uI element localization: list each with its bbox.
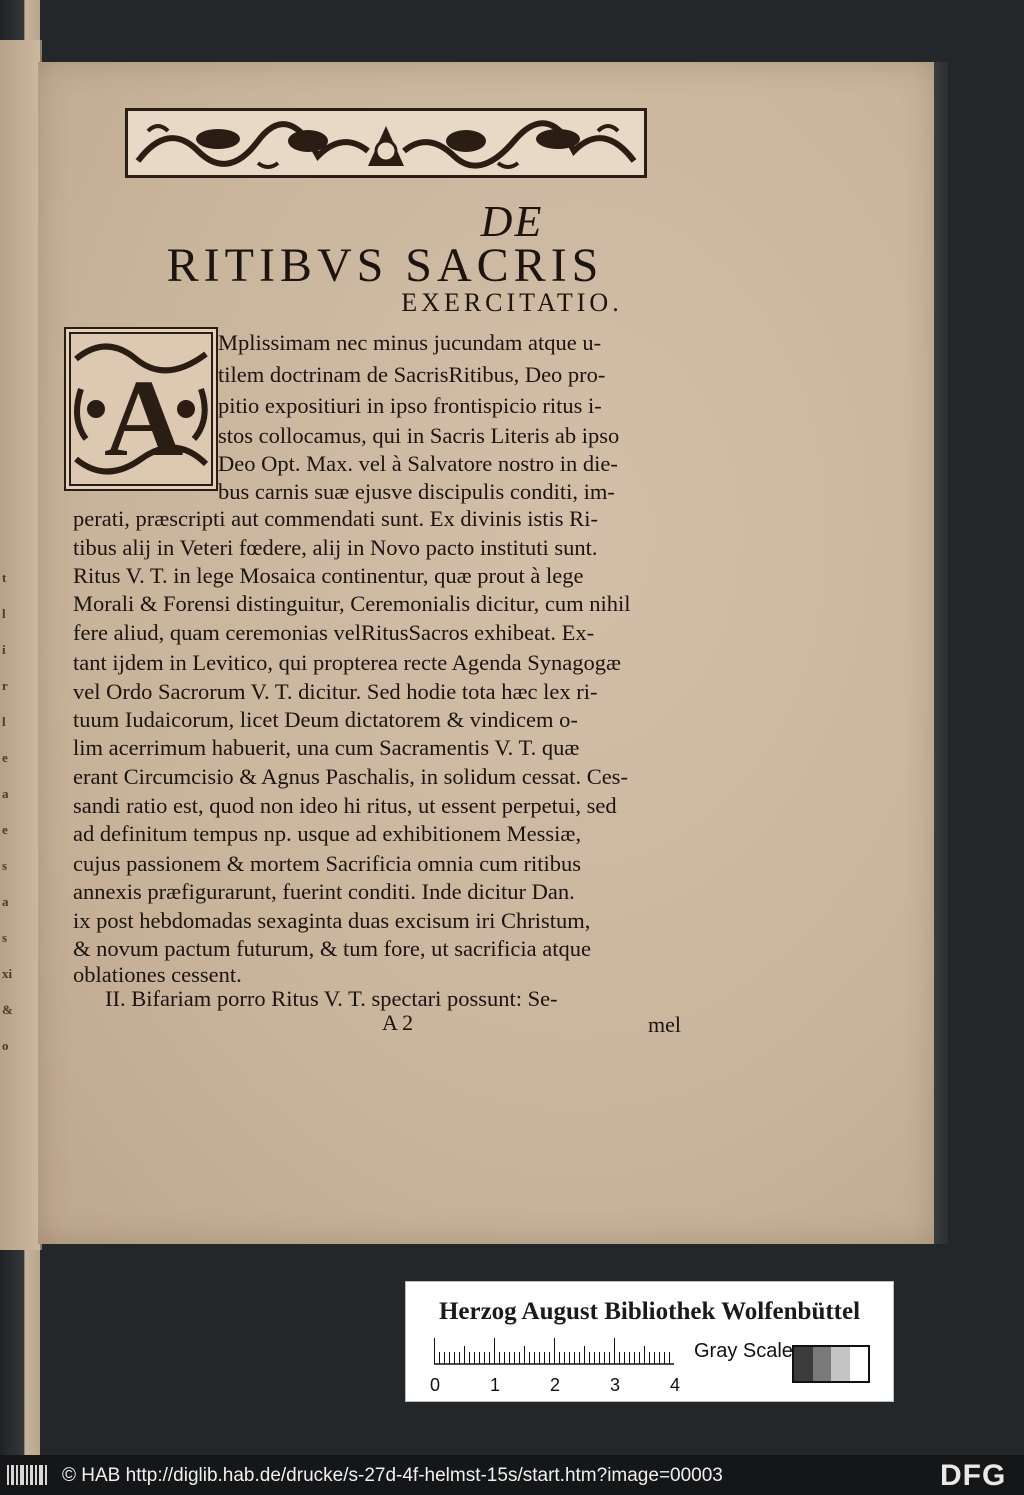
color-calibration-bar xyxy=(405,1281,894,1402)
gray-scale-label: Gray Scale xyxy=(694,1340,793,1362)
ruler-numbers xyxy=(430,1375,690,1395)
edge-letter: a xyxy=(2,786,9,801)
body-line: oblationes cessent. xyxy=(73,962,242,987)
body-line: vel Ordo Sacrorum V. T. dicitur. Sed hodie tota hæc lex ri- xyxy=(73,679,598,704)
dfg-logo: DFG xyxy=(940,1459,1007,1492)
edge-letter: & xyxy=(2,1002,13,1017)
edge-letter: a xyxy=(2,894,9,909)
title-line-2: RITIBVS SACRIS xyxy=(166,239,604,292)
edge-letter: xi xyxy=(2,966,13,981)
signature-mark: A 2 xyxy=(382,1010,414,1035)
title-line-1: DE xyxy=(480,197,544,246)
body-line: perati, præscripti aut commendati sunt. Ex divinis istis Ri- xyxy=(73,506,598,531)
body-line: sandi ratio est, quod non ideo hi ritus, ut essent perpetui, sed xyxy=(73,793,617,818)
ornament-headpiece xyxy=(125,108,647,178)
edge-letter: i xyxy=(2,642,6,657)
edge-letter: s xyxy=(2,930,8,945)
body-line: tibus alij in Veteri fœdere, alij in Novo pacto instituti sunt. xyxy=(73,535,598,560)
body-line: & novum pactum futurum, & tum fore, ut sacrificia atque xyxy=(73,936,591,961)
body-line: stos collocamus, qui in Sacris Literis ab ipso xyxy=(218,423,620,448)
library-name: Herzog August Bibliothek Wolfenbüttel xyxy=(438,1298,861,1325)
ruler-number: 3 xyxy=(610,1375,621,1395)
edge-letter: e xyxy=(2,750,8,765)
body-line: Mplissimam nec minus jucundam atque u- xyxy=(218,330,602,355)
initial-letter: A xyxy=(104,357,184,479)
body-line: tuum Iudaicorum, licet Deum dictatorem & vindicem o- xyxy=(73,707,578,732)
gray-scale-swatches xyxy=(792,1345,870,1383)
body-line: annexis præfigurarunt, fuerint conditi. Inde dicitur Dan. xyxy=(73,879,575,904)
body-line: Deo Opt. Max. vel à Salvatore nostro in die- xyxy=(218,451,618,476)
body-line: bus carnis suæ ejusve discipulis conditi, im- xyxy=(218,479,615,504)
ruler-scale xyxy=(434,1337,674,1365)
edge-letter: e xyxy=(2,822,8,837)
gray-swatch xyxy=(850,1347,869,1381)
edge-letter: r xyxy=(2,678,8,693)
ruler-number: 4 xyxy=(670,1375,681,1395)
body-line: fere aliud, quam ceremonias velRitusSacros exhibeat. Ex- xyxy=(73,620,595,645)
ruler-number: 1 xyxy=(490,1375,501,1395)
gray-swatch xyxy=(831,1347,850,1381)
body-line: tant ijdem in Levitico, qui propterea recte Agenda Synagogæ xyxy=(73,650,621,675)
edge-letter: o xyxy=(2,1038,9,1053)
body-line: cujus passionem & mortem Sacrificia omnia cum ritibus xyxy=(73,851,582,876)
gray-swatch xyxy=(813,1347,832,1381)
footer-bar xyxy=(0,1455,1024,1495)
title-line-3: EXERCITATIO. xyxy=(401,288,623,317)
body-line: tilem doctrinam de SacrisRitibus, Deo pro- xyxy=(218,362,606,387)
edge-letter: t xyxy=(2,570,7,585)
ruler-number: 0 xyxy=(430,1375,441,1395)
body-line: II. Bifariam porro Ritus V. T. spectari possunt: Se- xyxy=(105,986,558,1011)
body-line: pitio expositiuri in ipso frontispicio ritus i- xyxy=(218,393,602,418)
edge-letters xyxy=(2,560,16,1064)
body-line: erant Circumcisio & Agnus Paschalis, in solidum cessat. Ces- xyxy=(73,764,628,789)
ruler-number: 2 xyxy=(550,1375,561,1395)
body-line: Ritus V. T. in lege Mosaica continentur, quæ prout à lege xyxy=(73,563,584,588)
edge-letter: l xyxy=(2,606,6,621)
edge-letter: l xyxy=(2,714,6,729)
body-line: ix post hebdomadas sexaginta duas excisum iri Christum, xyxy=(73,908,591,933)
decorated-initial xyxy=(64,327,218,491)
edge-letter: s xyxy=(2,858,8,873)
body-line: Morali & Forensi distinguitur, Ceremonialis dicitur, cum nihil xyxy=(73,591,631,616)
source-url[interactable]: © HAB http://diglib.hab.de/drucke/s-27d-4f-helmst-15s/start.htm?image=00003 xyxy=(62,1465,723,1486)
body-line: ad definitum tempus np. usque ad exhibitionem Messiæ, xyxy=(73,821,582,846)
gray-swatch xyxy=(794,1347,813,1381)
catchword: mel xyxy=(648,1012,681,1037)
barcode-icon xyxy=(6,1462,48,1488)
body-line: lim acerrimum habuerit, una cum Sacramentis V. T. quæ xyxy=(73,735,580,760)
